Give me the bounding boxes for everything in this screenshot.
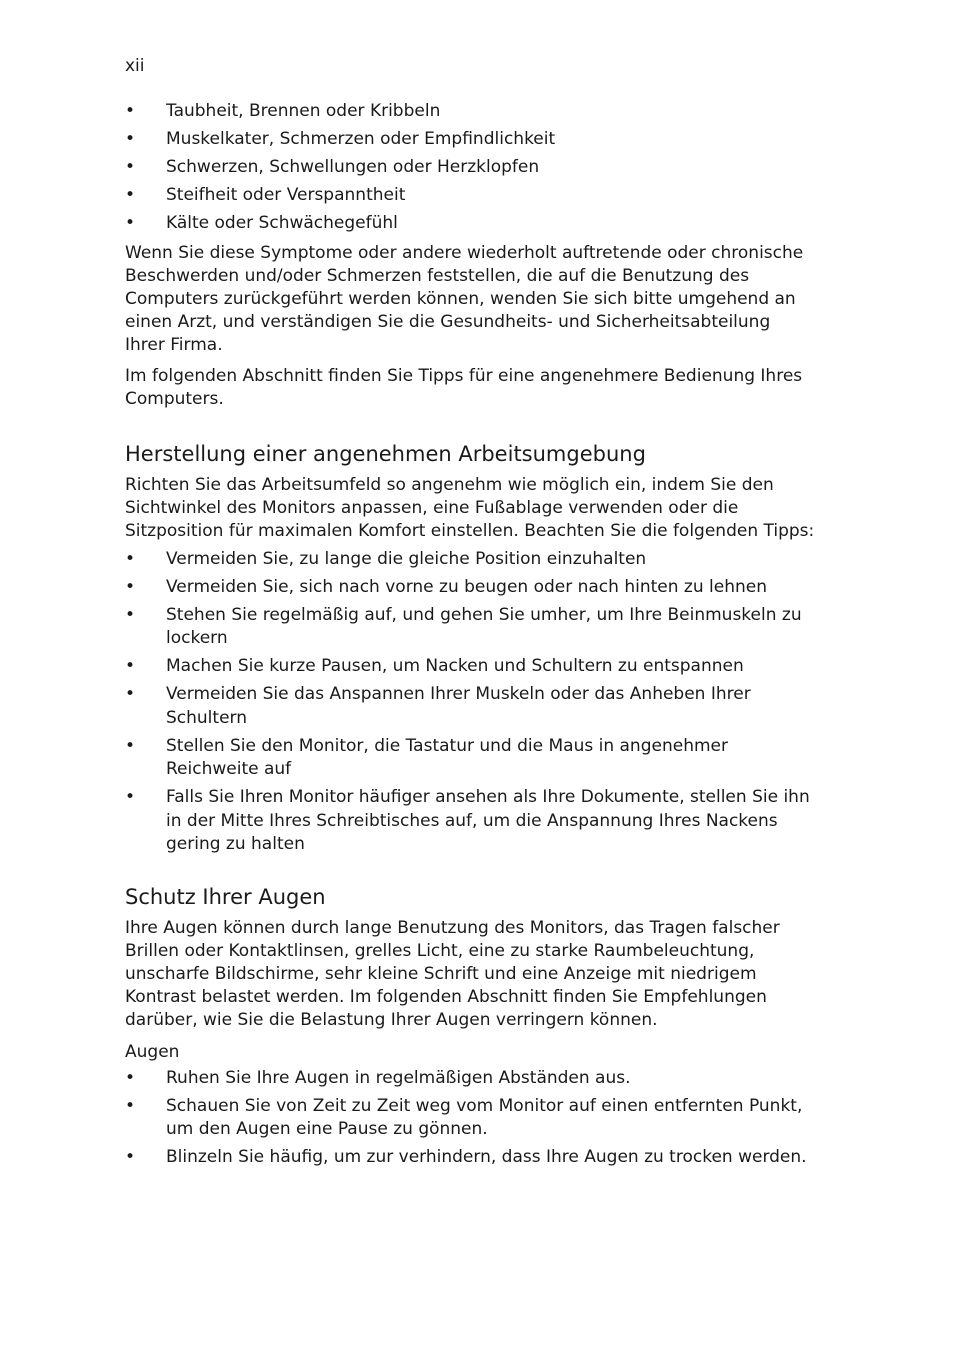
section-heading-workspace: Herstellung einer angenehmen Arbeitsumgebung xyxy=(125,441,646,466)
page-number: xii xyxy=(125,56,145,76)
bullet-icon: • xyxy=(125,548,136,569)
list-item-text: Schauen Sie von Zeit zu Zeit weg vom Monitor auf einen entfernten Punkt, um den Augen eine Pause zu gönnen. xyxy=(166,1095,803,1139)
tips-intro-paragraph: Im folgenden Abschnitt finden Sie Tipps für eine angenehmere Bedienung Ihres Computers. xyxy=(125,365,803,409)
list-item xyxy=(125,576,815,600)
eyes-tips-list xyxy=(125,1067,815,1170)
list-item xyxy=(125,786,815,857)
list-item-text: Machen Sie kurze Pausen, um Nacken und Schultern zu entspannen xyxy=(166,656,744,676)
list-item-text: Schwerzen, Schwellungen oder Herzklopfen xyxy=(166,157,540,177)
bullet-icon: • xyxy=(125,787,136,807)
list-item xyxy=(125,100,815,124)
list-item-text: Kälte oder Schwächegefühl xyxy=(166,213,398,233)
list-item xyxy=(125,655,815,679)
list-item xyxy=(125,604,815,651)
list-item xyxy=(125,1095,815,1142)
list-item-text: Ruhen Sie Ihre Augen in regelmäßigen Abständen aus. xyxy=(166,1067,631,1088)
bullet-icon: • xyxy=(125,604,136,625)
eyes-sublabel: Augen xyxy=(125,1041,180,1062)
list-item xyxy=(125,683,815,730)
bullet-icon: • xyxy=(125,656,136,676)
symptoms-paragraph: Wenn Sie diese Symptome oder andere wiederholt auftretende oder chronische Beschwerden und/oder Schmerzen feststellen, die auf die Benutzung des Computers zurückgeführt werden können, wenden Sie sich bitte umgehend an einen Arzt, und verständigen Sie die Gesundheits- und Sicherheitsabteilung Ihrer Firma. xyxy=(125,242,804,355)
list-item xyxy=(125,1067,815,1091)
list-item-text: Steifheit oder Verspanntheit xyxy=(166,185,406,205)
bullet-icon: • xyxy=(125,1147,136,1167)
list-item xyxy=(125,1146,815,1170)
workspace-tips-list xyxy=(125,548,815,857)
list-item-text: Vermeiden Sie, sich nach vorne zu beugen oder nach hinten zu lehnen xyxy=(166,576,767,597)
list-item xyxy=(125,548,815,572)
list-item-text: Blinzeln Sie häufig, um zur verhindern, dass Ihre Augen zu trocken werden. xyxy=(166,1147,807,1167)
section-heading-eyes: Schutz Ihrer Augen xyxy=(125,884,326,909)
bullet-icon: • xyxy=(125,1067,136,1088)
bullet-icon: • xyxy=(125,684,136,704)
bullet-icon: • xyxy=(125,213,136,233)
bullet-icon: • xyxy=(125,1095,136,1116)
list-item-text: Taubheit, Brennen oder Kribbeln xyxy=(166,101,441,121)
document-page xyxy=(125,54,815,1174)
list-item-text: Muskelkater, Schmerzen oder Empfindlichkeit xyxy=(166,129,556,149)
list-item-text: Stellen Sie den Monitor, die Tastatur und die Maus in angenehmer Reichweite auf xyxy=(166,735,728,779)
bullet-icon: • xyxy=(125,157,136,177)
workspace-intro-paragraph: Richten Sie das Arbeitsumfeld so angenehm wie möglich ein, indem Sie den Sichtwinkel des Monitors anpassen, eine Fußablage verwenden oder die Sitzposition für maximalen Komfort einstellen. Beachten Sie die folgenden Tipps: xyxy=(125,474,815,541)
list-item-text: Vermeiden Sie, zu lange die gleiche Position einzuhalten xyxy=(166,548,647,569)
bullet-icon: • xyxy=(125,185,136,205)
list-item-text: Vermeiden Sie das Anspannen Ihrer Muskeln oder das Anheben Ihrer Schultern xyxy=(166,684,751,728)
eyes-intro-paragraph: Ihre Augen können durch lange Benutzung des Monitors, das Tragen falscher Brillen oder Kontaktlinsen, grelles Licht, eine zu starke Raumbeleuchtung, unscharfe Bildschirme, sehr kleine Schrift und eine Anzeige mit niedrigem Kontrast belastet werden. Im folgenden Abschnitt finden Sie Empfehlungen darüber, wie Sie die Belastung Ihrer Augen verringern können. xyxy=(125,917,780,1030)
list-item xyxy=(125,735,815,782)
list-item-text: Falls Sie Ihren Monitor häufiger ansehen als Ihre Dokumente, stellen Sie ihn in der Mitte Ihres Schreibtisches auf, um die Anspannung Ihres Nackens gering zu halten xyxy=(166,787,810,854)
bullet-icon: • xyxy=(125,101,136,121)
symptom-list xyxy=(125,100,815,236)
bullet-icon: • xyxy=(125,735,136,756)
list-item xyxy=(125,184,815,208)
list-item xyxy=(125,128,815,152)
bullet-icon: • xyxy=(125,129,136,149)
list-item xyxy=(125,212,815,236)
list-item xyxy=(125,156,815,180)
bullet-icon: • xyxy=(125,576,136,597)
list-item-text: Stehen Sie regelmäßig auf, und gehen Sie umher, um Ihre Beinmuskeln zu lockern xyxy=(166,604,802,648)
